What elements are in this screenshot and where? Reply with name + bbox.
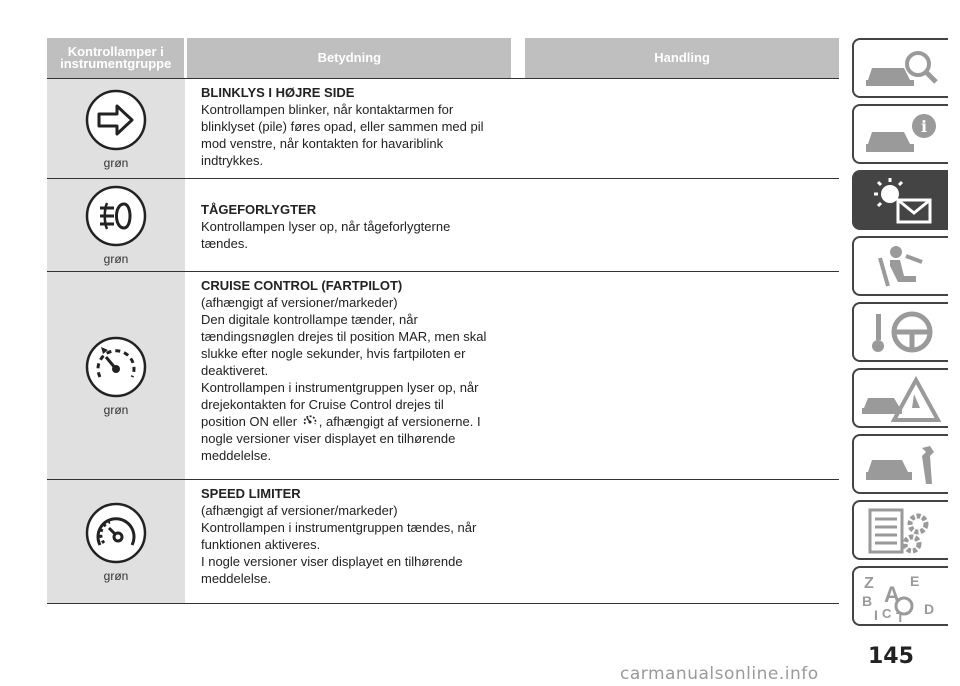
tab-seat-airbag[interactable] xyxy=(852,236,948,296)
header-action: Handling xyxy=(525,38,839,78)
tab-car-service[interactable] xyxy=(852,434,948,494)
tab-index[interactable] xyxy=(852,566,948,626)
warning-lights-table xyxy=(47,38,839,604)
meaning-cell: BLINKLYS I HØJRE SIDE Kontrollampen blinker, når kontaktarmen for blinklyset (pile) føres opad, eller sammen med pil mod venstre, når kontakten for havariblink indtrykkes. xyxy=(201,85,484,168)
key-steering-wheel-icon xyxy=(860,308,944,358)
tab-warning-lights[interactable] xyxy=(852,170,948,230)
document-gears-icon xyxy=(860,506,944,556)
header-meaning: Betydning xyxy=(187,38,511,78)
table-row xyxy=(47,78,839,178)
table-bottom-rule xyxy=(47,603,839,604)
color-label: grøn xyxy=(103,568,129,583)
svg-text:C: C xyxy=(882,606,892,621)
tab-car-warning[interactable] xyxy=(852,368,948,428)
meaning-cell: SPEED LIMITER (afhængigt af versioner/markeder) Kontrollampen i instrumentgruppen tændes, når funktionen aktiveres. I nogle versioner viser displayet en tilhørende meddelelse. xyxy=(201,486,477,586)
car-search-icon xyxy=(860,44,944,94)
page-number: 145 xyxy=(868,644,914,669)
svg-text:I: I xyxy=(874,607,878,622)
action-cell xyxy=(526,480,839,603)
action-cell xyxy=(526,272,839,479)
watermark: carmanualsonline.info xyxy=(620,664,819,684)
cruise-control-inline-icon xyxy=(302,413,318,429)
warning-light-message-icon xyxy=(860,176,944,226)
tab-technical-data[interactable] xyxy=(852,500,948,560)
color-label: grøn xyxy=(103,402,129,417)
tab-car-search[interactable] xyxy=(852,38,948,98)
color-label: grøn xyxy=(103,252,129,266)
alphabet-index-icon xyxy=(860,572,944,622)
svg-text:i: i xyxy=(921,117,928,136)
speed-limiter-icon xyxy=(84,501,148,565)
meaning-cell: TÅGEFORLYGTER Kontrollampen lyser op, når tågeforlygterne tændes. xyxy=(201,202,451,251)
cruise-control-icon xyxy=(84,335,148,399)
table-row xyxy=(47,178,839,271)
car-info-icon xyxy=(860,110,944,160)
color-label: grøn xyxy=(103,155,129,170)
svg-text:T: T xyxy=(896,609,905,622)
header-instrument-lights: Kontrollamper i instrumentgruppe xyxy=(47,38,184,78)
svg-text:B: B xyxy=(862,593,873,609)
car-warning-triangle-icon xyxy=(860,374,944,424)
tab-key-steering-wheel[interactable] xyxy=(852,302,948,362)
svg-text:D: D xyxy=(924,601,935,617)
table-row xyxy=(47,271,839,479)
meaning-cell: CRUISE CONTROL (FARTPILOT) (afhængigt af versioner/markeder) Den digitale kontrollampe tænder, når tændingsnøglen drejes til position MAR, men skal slukke efter nogle sekunder, hvis fartpiloten er deaktiveret. Kontrollampen i instrumentgruppen lyser op, når drejekontakten for Cruise Control drejes til position ON eller , afhængigt af versionerne. I nogle versioner viser displayet en tilhørende meddelelse. xyxy=(201,278,487,463)
tab-car-info[interactable] xyxy=(852,104,948,164)
table-header xyxy=(47,38,839,78)
action-cell xyxy=(526,179,839,271)
svg-text:A: A xyxy=(884,582,900,607)
right-turn-signal-icon xyxy=(84,88,148,152)
svg-text:E: E xyxy=(910,573,920,589)
table-row xyxy=(47,479,839,603)
fog-light-icon xyxy=(84,184,148,248)
action-cell xyxy=(526,79,839,178)
seat-airbag-icon xyxy=(860,242,944,292)
svg-text:Z: Z xyxy=(864,575,874,592)
car-wrench-icon xyxy=(860,440,944,490)
